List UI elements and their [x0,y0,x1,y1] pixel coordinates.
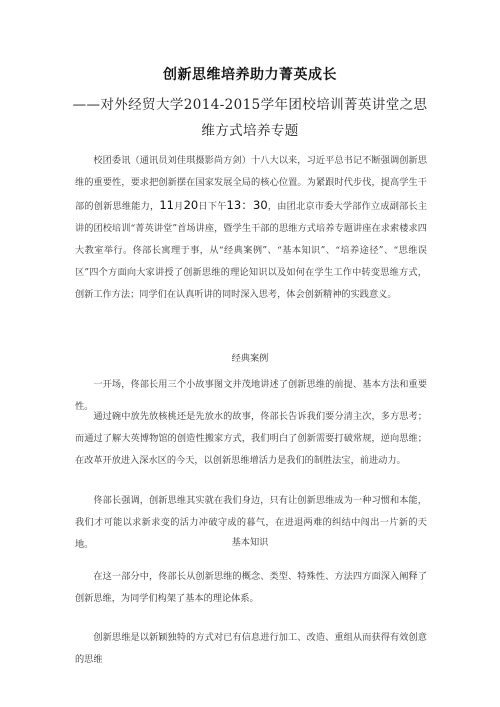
date-time: 13：30 [226,198,268,212]
date-month: 11 [159,198,174,212]
date-day-unit: 日下午 [198,201,227,212]
section-heading-basic-knowledge: 基本知识 [231,537,269,548]
section1-paragraph-2: 通过碗中放先放核桃还是先放水的故事，佟部长告诉我们要分清主次，多方思考；而通过了解大英博物馆的创造性搬家方式，我们明白了创新需要打破常规，逆向思维；在改革开放进入深水区的今天，以创新思维增活力是我们的制胜法宝，前进动力。 [75,411,427,466]
intro-text-part1: 校团委讯（通讯员刘佳琪摄影尚方剑）十八大以来，习近平总书记不断强调创新思维的重要性，要求把创新摆在国家发展全局的核心位置。为紧跟时代步伐，提高学生干部的创新思维能力， [75,155,427,212]
section2-paragraph-2: 创新思维是以新颖独特的方式对已有信息进行加工、改造、重组从而获得有效创意的思维 [75,632,427,665]
section2-paragraph-1: 在这一部分中，佟部长从创新思维的概念、类型、特殊性、方法四方面深入阐释了创新思维，为同学们构架了基本的理论体系。 [75,571,427,604]
section-heading-classic-cases: 经典案例 [231,353,269,364]
intro-text-part2: ，由团北京市委大学部作立成副部长主讲的团校培训“菁英讲堂”首场讲座，暨学生干部的思维方式培养专题讲座在求索楼求四大教室举行。佟部长寓理于事，从“经典案例”、“基本知识”、“培养途径”、“思维误区”四个方面向大家讲授了创新思维的理论知识以及如何在学生工作中转变思维方式，创新工作方法；同学们在认真听讲的同时深入思考，体会创新精神的实践意义。 [75,201,427,300]
intro-paragraph [75,150,427,306]
section1-paragraph-1: 一开场，佟部长用三个小故事图文并茂地讲述了创新思维的前提、基本方法和重要性。 [75,379,427,412]
document-subtitle: ——对外经贸大学2014-2015学年团校培训菁英讲堂之思维方式培养专题 [72,97,428,139]
section1-paragraph-3: 佟部长强调，创新思维其实就在我们身边，只有让创新思维成为一种习惯和本能，我们才可能以求新求变的活力冲破守成的暮气，在进退两难的纠结中闯出一片新的天地。 [75,495,427,550]
document-title: 创新思维培养助力菁英成长 [163,67,337,83]
date-month-unit: 月 [174,201,184,212]
date-day: 20 [183,198,199,212]
